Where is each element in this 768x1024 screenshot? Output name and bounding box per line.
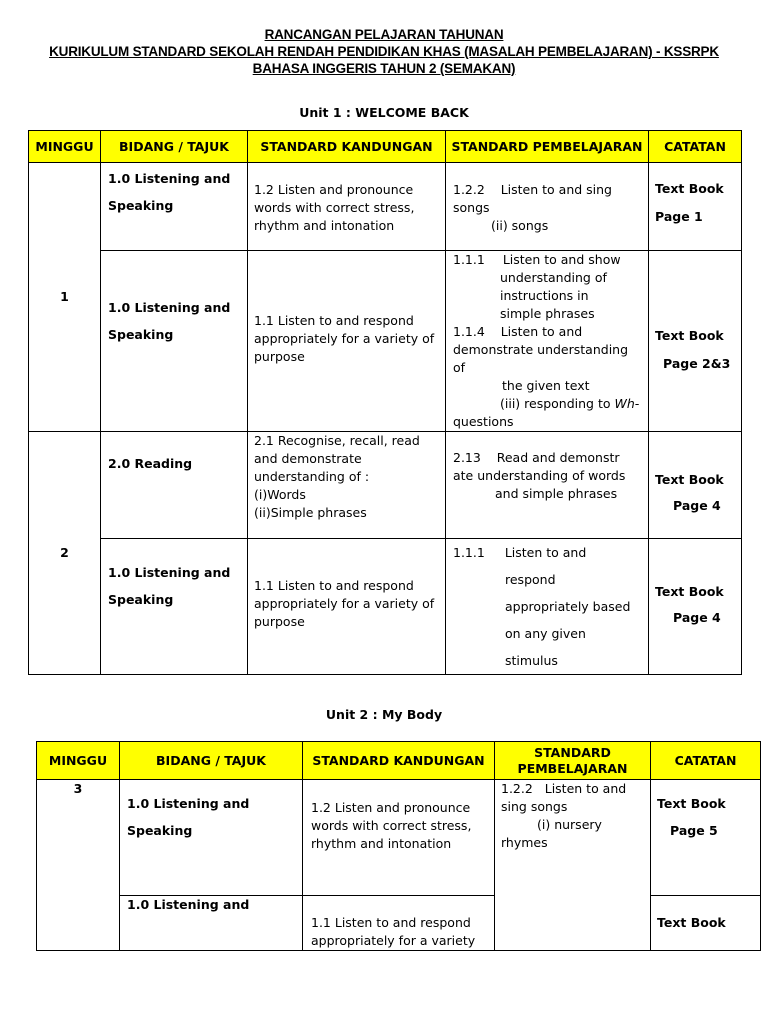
bidang-cell: 2.0 Reading xyxy=(101,432,248,539)
column-header-minggu: MINGGU xyxy=(29,131,101,163)
week-cell: 3 xyxy=(37,780,120,951)
table-row xyxy=(29,432,742,539)
kandungan-cell: 2.1 Recognise, recall, read and demonstrate understanding of : (i)Words (ii)Simple phrases xyxy=(248,432,446,539)
table-row xyxy=(37,896,761,951)
kandungan-cell: 1.1 Listen to and respond appropriately for a variety xyxy=(303,896,495,951)
header-line-3: BAHASA INGGERIS TAHUN 2 (SEMAKAN) xyxy=(252,61,516,76)
table-row xyxy=(29,163,742,251)
bidang-cell: 1.0 Listening and Speaking xyxy=(120,780,303,896)
header-line-2: KURIKULUM STANDARD SEKOLAH RENDAH PENDIDIKAN KHAS (MASALAH PEMBELAJARAN) - KSSRPK xyxy=(49,44,719,59)
column-header-pembelajaran: STANDARD PEMBELAJARAN xyxy=(495,742,651,780)
bidang-cell: 1.0 Listening and Speaking xyxy=(101,539,248,675)
kandungan-cell: 1.1 Listen to and respond appropriately for a variety of purpose xyxy=(248,251,446,432)
column-header-pembelajaran: STANDARD PEMBELAJARAN xyxy=(446,131,649,163)
unit-2-table xyxy=(36,741,761,951)
bidang-cell: 1.0 Listening and xyxy=(120,896,303,951)
unit-2-title: Unit 2 : My Body xyxy=(325,707,443,722)
catatan-cell: Text Book Page 2&3 xyxy=(649,251,742,432)
column-header-catatan: CATATAN xyxy=(651,742,761,780)
column-header-minggu: MINGGU xyxy=(37,742,120,780)
column-header-bidang: BIDANG / TAJUK xyxy=(120,742,303,780)
week-cell: 1 xyxy=(29,163,101,432)
column-header-kandungan: STANDARD KANDUNGAN xyxy=(303,742,495,780)
bidang-cell: 1.0 Listening and Speaking xyxy=(101,163,248,251)
week-cell: 2 xyxy=(29,432,101,675)
pembelajaran-cell: 1.1.1 Listen to and respond appropriately based on any given stimulus xyxy=(446,539,649,675)
table-header-row xyxy=(37,742,761,780)
kandungan-cell: 1.2 Listen and pronounce words with correct stress, rhythm and intonation xyxy=(248,163,446,251)
catatan-cell: Text Book xyxy=(651,896,761,951)
document-header xyxy=(0,26,768,77)
table-row xyxy=(29,539,742,675)
column-header-kandungan: STANDARD KANDUNGAN xyxy=(248,131,446,163)
catatan-cell: Text Book Page 4 xyxy=(649,539,742,675)
unit-1-title: Unit 1 : WELCOME BACK xyxy=(299,105,469,120)
kandungan-cell: 1.1 Listen to and respond appropriately for a variety of purpose xyxy=(248,539,446,675)
table-header-row xyxy=(29,131,742,163)
catatan-cell: Text Book Page 4 xyxy=(649,432,742,539)
header-line-1: RANCANGAN PELAJARAN TAHUNAN xyxy=(264,27,504,42)
catatan-cell: Text Book Page 5 xyxy=(651,780,761,896)
column-header-bidang: BIDANG / TAJUK xyxy=(101,131,248,163)
pembelajaran-cell: 1.2.2 Listen to and sing songs (ii) songs xyxy=(446,163,649,251)
column-header-catatan: CATATAN xyxy=(649,131,742,163)
bidang-cell: 1.0 Listening and Speaking xyxy=(101,251,248,432)
catatan-cell: Text Book Page 1 xyxy=(649,163,742,251)
table-row xyxy=(37,780,761,896)
pembelajaran-cell: 1.2.2 Listen to and sing songs (i) nursery rhymes xyxy=(495,780,651,951)
unit-1-table xyxy=(28,130,742,675)
pembelajaran-cell: 1.1.1 Listen to and show understanding of instructions in simple phrases 1.1.4 Listen to and demonstrate understanding of the given text (iii) responding to Wh- questions xyxy=(446,251,649,432)
table-row xyxy=(29,251,742,432)
pembelajaran-cell: 2.13 Read and demonstr ate understanding of words and simple phrases xyxy=(446,432,649,539)
kandungan-cell: 1.2 Listen and pronounce words with correct stress, rhythm and intonation xyxy=(303,780,495,896)
